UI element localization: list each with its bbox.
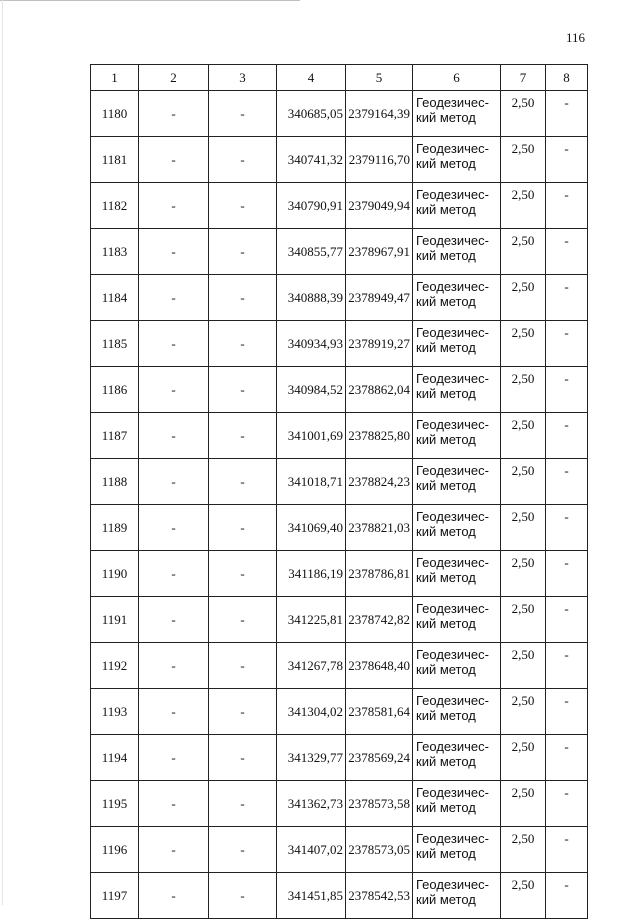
- y-coordinate-cell: 2378648,40: [346, 643, 413, 689]
- table-row: [91, 643, 588, 689]
- note-cell: -: [546, 321, 588, 367]
- point-number-cell: 1186: [91, 367, 139, 413]
- point-number-cell: 1184: [91, 275, 139, 321]
- table-header-row: [91, 65, 588, 91]
- column-3-cell: -: [209, 137, 277, 183]
- y-coordinate-cell: 2378862,04: [346, 367, 413, 413]
- accuracy-cell: 2,50: [501, 505, 546, 551]
- column-2-cell: -: [139, 459, 209, 505]
- note-cell: -: [546, 781, 588, 827]
- accuracy-cell: 2,50: [501, 459, 546, 505]
- header-cell: 4: [277, 65, 346, 91]
- method-line-2: кий метод: [416, 110, 476, 125]
- table-body: [91, 65, 588, 919]
- column-3-cell: -: [209, 781, 277, 827]
- point-number-cell: 1189: [91, 505, 139, 551]
- method-line-1: Геодезичес-: [416, 417, 489, 432]
- x-coordinate-cell: 340984,52: [277, 367, 346, 413]
- table-row: [91, 689, 588, 735]
- table-row: [91, 229, 588, 275]
- table-row: [91, 505, 588, 551]
- x-coordinate-cell: 340934,93: [277, 321, 346, 367]
- method-line-1: Геодезичес-: [416, 785, 489, 800]
- header-cell: 7: [501, 65, 546, 91]
- column-3-cell: -: [209, 689, 277, 735]
- method-cell: [413, 229, 501, 275]
- method-line-1: Геодезичес-: [416, 693, 489, 708]
- point-number-cell: 1191: [91, 597, 139, 643]
- method-line-1: Геодезичес-: [416, 601, 489, 616]
- accuracy-cell: 2,50: [501, 873, 546, 919]
- note-cell: -: [546, 597, 588, 643]
- x-coordinate-cell: 341329,77: [277, 735, 346, 781]
- method-cell: [413, 413, 501, 459]
- method-line-2: кий метод: [416, 570, 476, 585]
- method-cell: [413, 505, 501, 551]
- note-cell: -: [546, 551, 588, 597]
- y-coordinate-cell: 2378581,64: [346, 689, 413, 735]
- column-2-cell: -: [139, 275, 209, 321]
- header-cell: 3: [209, 65, 277, 91]
- method-cell: [413, 367, 501, 413]
- point-number-cell: 1188: [91, 459, 139, 505]
- point-number-cell: 1190: [91, 551, 139, 597]
- method-line-1: Геодезичес-: [416, 279, 489, 294]
- column-2-cell: -: [139, 643, 209, 689]
- accuracy-cell: 2,50: [501, 229, 546, 275]
- method-cell: [413, 137, 501, 183]
- table-row: [91, 781, 588, 827]
- method-cell: [413, 643, 501, 689]
- accuracy-cell: 2,50: [501, 183, 546, 229]
- column-3-cell: -: [209, 827, 277, 873]
- note-cell: -: [546, 459, 588, 505]
- column-3-cell: -: [209, 735, 277, 781]
- point-number-cell: 1194: [91, 735, 139, 781]
- y-coordinate-cell: 2379049,94: [346, 183, 413, 229]
- column-3-cell: -: [209, 551, 277, 597]
- column-3-cell: -: [209, 275, 277, 321]
- note-cell: -: [546, 367, 588, 413]
- header-cell: 2: [139, 65, 209, 91]
- method-line-1: Геодезичес-: [416, 509, 489, 524]
- y-coordinate-cell: 2378786,81: [346, 551, 413, 597]
- column-3-cell: -: [209, 183, 277, 229]
- method-line-1: Геодезичес-: [416, 555, 489, 570]
- method-line-1: Геодезичес-: [416, 739, 489, 754]
- accuracy-cell: 2,50: [501, 735, 546, 781]
- method-line-2: кий метод: [416, 616, 476, 631]
- column-2-cell: -: [139, 551, 209, 597]
- method-cell: [413, 873, 501, 919]
- header-cell: 5: [346, 65, 413, 91]
- method-line-1: Геодезичес-: [416, 463, 489, 478]
- x-coordinate-cell: 340790,91: [277, 183, 346, 229]
- method-line-2: кий метод: [416, 340, 476, 355]
- y-coordinate-cell: 2378821,03: [346, 505, 413, 551]
- method-line-1: Геодезичес-: [416, 325, 489, 340]
- column-2-cell: -: [139, 597, 209, 643]
- column-3-cell: -: [209, 505, 277, 551]
- accuracy-cell: 2,50: [501, 137, 546, 183]
- x-coordinate-cell: 340685,05: [277, 91, 346, 137]
- table-row: [91, 275, 588, 321]
- point-number-cell: 1182: [91, 183, 139, 229]
- coordinates-table: [90, 64, 588, 919]
- x-coordinate-cell: 341225,81: [277, 597, 346, 643]
- accuracy-cell: 2,50: [501, 781, 546, 827]
- column-3-cell: -: [209, 413, 277, 459]
- method-line-2: кий метод: [416, 202, 476, 217]
- table-row: [91, 91, 588, 137]
- column-3-cell: -: [209, 367, 277, 413]
- column-3-cell: -: [209, 459, 277, 505]
- note-cell: -: [546, 689, 588, 735]
- x-coordinate-cell: 341362,73: [277, 781, 346, 827]
- method-line-2: кий метод: [416, 846, 476, 861]
- method-cell: [413, 781, 501, 827]
- method-line-1: Геодезичес-: [416, 187, 489, 202]
- accuracy-cell: 2,50: [501, 367, 546, 413]
- x-coordinate-cell: 340855,77: [277, 229, 346, 275]
- y-coordinate-cell: 2378573,58: [346, 781, 413, 827]
- column-3-cell: -: [209, 91, 277, 137]
- point-number-cell: 1185: [91, 321, 139, 367]
- point-number-cell: 1187: [91, 413, 139, 459]
- column-3-cell: -: [209, 597, 277, 643]
- note-cell: -: [546, 137, 588, 183]
- column-2-cell: -: [139, 91, 209, 137]
- column-2-cell: -: [139, 229, 209, 275]
- page-number: 116: [566, 30, 586, 45]
- scan-top-rule: [0, 0, 300, 1]
- accuracy-cell: 2,50: [501, 91, 546, 137]
- x-coordinate-cell: 340888,39: [277, 275, 346, 321]
- method-line-2: кий метод: [416, 524, 476, 539]
- method-line-2: кий метод: [416, 800, 476, 815]
- method-line-1: Геодезичес-: [416, 371, 489, 386]
- method-line-2: кий метод: [416, 156, 476, 171]
- method-cell: [413, 735, 501, 781]
- note-cell: -: [546, 505, 588, 551]
- method-cell: [413, 689, 501, 735]
- method-line-1: Геодезичес-: [416, 95, 489, 110]
- column-2-cell: -: [139, 367, 209, 413]
- method-line-2: кий метод: [416, 478, 476, 493]
- y-coordinate-cell: 2379116,70: [346, 137, 413, 183]
- table-row: [91, 827, 588, 873]
- accuracy-cell: 2,50: [501, 275, 546, 321]
- y-coordinate-cell: 2378919,27: [346, 321, 413, 367]
- accuracy-cell: 2,50: [501, 689, 546, 735]
- y-coordinate-cell: 2378742,82: [346, 597, 413, 643]
- column-3-cell: -: [209, 643, 277, 689]
- y-coordinate-cell: 2379164,39: [346, 91, 413, 137]
- accuracy-cell: 2,50: [501, 643, 546, 689]
- table-row: [91, 551, 588, 597]
- header-cell: 1: [91, 65, 139, 91]
- table-row: [91, 321, 588, 367]
- point-number-cell: 1183: [91, 229, 139, 275]
- method-line-1: Геодезичес-: [416, 141, 489, 156]
- note-cell: -: [546, 229, 588, 275]
- column-2-cell: -: [139, 183, 209, 229]
- scan-left-edge: [2, 0, 3, 905]
- header-cell: 8: [546, 65, 588, 91]
- x-coordinate-cell: 341001,69: [277, 413, 346, 459]
- method-line-2: кий метод: [416, 892, 476, 907]
- column-3-cell: -: [209, 321, 277, 367]
- note-cell: -: [546, 827, 588, 873]
- method-line-1: Геодезичес-: [416, 831, 489, 846]
- method-cell: [413, 275, 501, 321]
- column-2-cell: -: [139, 873, 209, 919]
- point-number-cell: 1195: [91, 781, 139, 827]
- method-cell: [413, 597, 501, 643]
- method-cell: [413, 459, 501, 505]
- method-cell: [413, 551, 501, 597]
- note-cell: -: [546, 91, 588, 137]
- table-row: [91, 735, 588, 781]
- note-cell: -: [546, 735, 588, 781]
- y-coordinate-cell: 2378949,47: [346, 275, 413, 321]
- x-coordinate-cell: 341451,85: [277, 873, 346, 919]
- y-coordinate-cell: 2378573,05: [346, 827, 413, 873]
- method-line-2: кий метод: [416, 662, 476, 677]
- method-line-2: кий метод: [416, 432, 476, 447]
- column-2-cell: -: [139, 781, 209, 827]
- method-line-1: Геодезичес-: [416, 647, 489, 662]
- table-row: [91, 137, 588, 183]
- column-3-cell: -: [209, 229, 277, 275]
- y-coordinate-cell: 2378825,80: [346, 413, 413, 459]
- method-cell: [413, 183, 501, 229]
- y-coordinate-cell: 2378569,24: [346, 735, 413, 781]
- accuracy-cell: 2,50: [501, 551, 546, 597]
- x-coordinate-cell: 341304,02: [277, 689, 346, 735]
- accuracy-cell: 2,50: [501, 321, 546, 367]
- method-line-1: Геодезичес-: [416, 233, 489, 248]
- x-coordinate-cell: 341069,40: [277, 505, 346, 551]
- accuracy-cell: 2,50: [501, 597, 546, 643]
- point-number-cell: 1197: [91, 873, 139, 919]
- table-row: [91, 367, 588, 413]
- x-coordinate-cell: 341186,19: [277, 551, 346, 597]
- point-number-cell: 1180: [91, 91, 139, 137]
- method-cell: [413, 321, 501, 367]
- column-2-cell: -: [139, 413, 209, 459]
- table-row: [91, 597, 588, 643]
- method-line-1: Геодезичес-: [416, 877, 489, 892]
- column-2-cell: -: [139, 137, 209, 183]
- accuracy-cell: 2,50: [501, 413, 546, 459]
- x-coordinate-cell: 340741,32: [277, 137, 346, 183]
- note-cell: -: [546, 413, 588, 459]
- y-coordinate-cell: 2378967,91: [346, 229, 413, 275]
- column-2-cell: -: [139, 505, 209, 551]
- note-cell: -: [546, 183, 588, 229]
- method-line-2: кий метод: [416, 294, 476, 309]
- table-row: [91, 183, 588, 229]
- method-cell: [413, 827, 501, 873]
- x-coordinate-cell: 341018,71: [277, 459, 346, 505]
- column-3-cell: -: [209, 873, 277, 919]
- method-cell: [413, 91, 501, 137]
- method-line-2: кий метод: [416, 248, 476, 263]
- header-cell: 6: [413, 65, 501, 91]
- y-coordinate-cell: 2378824,23: [346, 459, 413, 505]
- point-number-cell: 1181: [91, 137, 139, 183]
- accuracy-cell: 2,50: [501, 827, 546, 873]
- column-2-cell: -: [139, 689, 209, 735]
- note-cell: -: [546, 873, 588, 919]
- table-row: [91, 459, 588, 505]
- note-cell: -: [546, 275, 588, 321]
- column-2-cell: -: [139, 321, 209, 367]
- table-row: [91, 413, 588, 459]
- point-number-cell: 1196: [91, 827, 139, 873]
- method-line-2: кий метод: [416, 386, 476, 401]
- y-coordinate-cell: 2378542,53: [346, 873, 413, 919]
- method-line-2: кий метод: [416, 708, 476, 723]
- x-coordinate-cell: 341267,78: [277, 643, 346, 689]
- x-coordinate-cell: 341407,02: [277, 827, 346, 873]
- point-number-cell: 1193: [91, 689, 139, 735]
- note-cell: -: [546, 643, 588, 689]
- table-row: [91, 873, 588, 919]
- column-2-cell: -: [139, 735, 209, 781]
- point-number-cell: 1192: [91, 643, 139, 689]
- method-line-2: кий метод: [416, 754, 476, 769]
- column-2-cell: -: [139, 827, 209, 873]
